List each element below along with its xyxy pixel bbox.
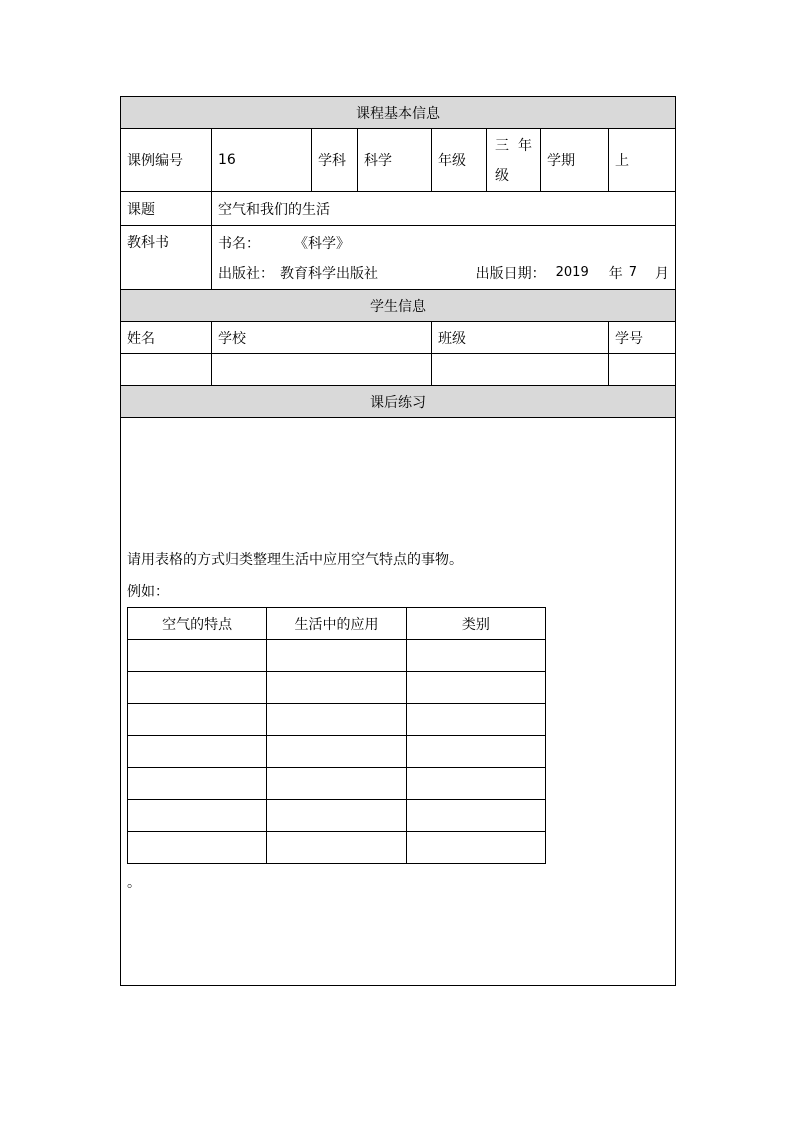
table-header-air-property: 空气的特点 bbox=[128, 608, 267, 640]
subject-value: 科学 bbox=[358, 129, 432, 192]
term-value: 上 bbox=[609, 129, 676, 192]
table-cell[interactable] bbox=[128, 736, 267, 768]
table-cell[interactable] bbox=[267, 672, 406, 704]
textbook-label: 教科书 bbox=[121, 226, 212, 290]
term-label: 学期 bbox=[541, 129, 609, 192]
table-row bbox=[128, 704, 546, 736]
table-cell[interactable] bbox=[267, 704, 406, 736]
topic-label: 课题 bbox=[121, 192, 212, 226]
publisher-label: 出版社： bbox=[218, 265, 274, 282]
table-row bbox=[128, 672, 546, 704]
publish-year: 2019 bbox=[555, 265, 589, 280]
school-label: 学校 bbox=[212, 322, 432, 354]
homework-header: 课后练习 bbox=[121, 386, 676, 418]
student-name-label: 姓名 bbox=[121, 322, 212, 354]
topic-value: 空气和我们的生活 bbox=[212, 192, 676, 226]
example-label: 例如： bbox=[127, 584, 169, 600]
publish-month: 7 bbox=[628, 265, 637, 280]
table-header-category: 类别 bbox=[406, 608, 545, 640]
grade-value-part3: 级 bbox=[495, 168, 509, 184]
table-cell[interactable] bbox=[128, 704, 267, 736]
table-cell[interactable] bbox=[406, 640, 545, 672]
publish-date-label: 出版日期： bbox=[475, 265, 546, 282]
table-cell[interactable] bbox=[128, 832, 267, 864]
book-name-label: 书名： bbox=[218, 235, 260, 252]
student-name-field[interactable] bbox=[121, 354, 212, 386]
course-basic-info-header: 课程基本信息 bbox=[121, 97, 676, 129]
table-row bbox=[128, 640, 546, 672]
table-cell[interactable] bbox=[128, 768, 267, 800]
publisher-value: 教育科学出版社 bbox=[280, 265, 378, 282]
student-info-header: 学生信息 bbox=[121, 290, 676, 322]
table-row bbox=[128, 736, 546, 768]
table-cell[interactable] bbox=[128, 672, 267, 704]
book-name-value: 《科学》 bbox=[294, 235, 350, 252]
table-cell[interactable] bbox=[267, 768, 406, 800]
grade-value-part2: 年 bbox=[518, 138, 532, 154]
school-field[interactable] bbox=[212, 354, 432, 386]
class-label: 班级 bbox=[432, 322, 609, 354]
homework-instruction: 请用表格的方式归类整理生活中应用空气特点的事物。 bbox=[127, 552, 463, 568]
table-cell[interactable] bbox=[406, 672, 545, 704]
table-row bbox=[128, 832, 546, 864]
table-cell[interactable] bbox=[406, 736, 545, 768]
subject-label: 学科 bbox=[312, 129, 358, 192]
textbook-info bbox=[212, 226, 676, 290]
course-info-form bbox=[120, 96, 676, 986]
table-cell[interactable] bbox=[267, 800, 406, 832]
student-id-label: 学号 bbox=[609, 322, 676, 354]
table-cell[interactable] bbox=[406, 704, 545, 736]
table-cell[interactable] bbox=[267, 832, 406, 864]
year-unit: 年 bbox=[608, 265, 623, 282]
classification-table bbox=[127, 607, 546, 864]
case-number-label: 课例编号 bbox=[121, 129, 212, 192]
table-header-application: 生活中的应用 bbox=[267, 608, 406, 640]
student-id-field[interactable] bbox=[609, 354, 676, 386]
table-row bbox=[128, 800, 546, 832]
grade-value bbox=[487, 129, 541, 192]
case-number-value: 16 bbox=[212, 129, 312, 192]
table-cell[interactable] bbox=[406, 832, 545, 864]
table-cell[interactable] bbox=[406, 800, 545, 832]
table-cell[interactable] bbox=[128, 800, 267, 832]
grade-label: 年级 bbox=[432, 129, 487, 192]
homework-area bbox=[121, 418, 676, 986]
class-field[interactable] bbox=[432, 354, 609, 386]
table-cell[interactable] bbox=[406, 768, 545, 800]
table-cell[interactable] bbox=[267, 736, 406, 768]
trailing-mark: 。 bbox=[127, 875, 141, 891]
grade-value-part1: 三 bbox=[495, 138, 509, 154]
table-cell[interactable] bbox=[267, 640, 406, 672]
table-cell[interactable] bbox=[128, 640, 267, 672]
table-row bbox=[128, 768, 546, 800]
month-unit: 月 bbox=[655, 265, 669, 282]
